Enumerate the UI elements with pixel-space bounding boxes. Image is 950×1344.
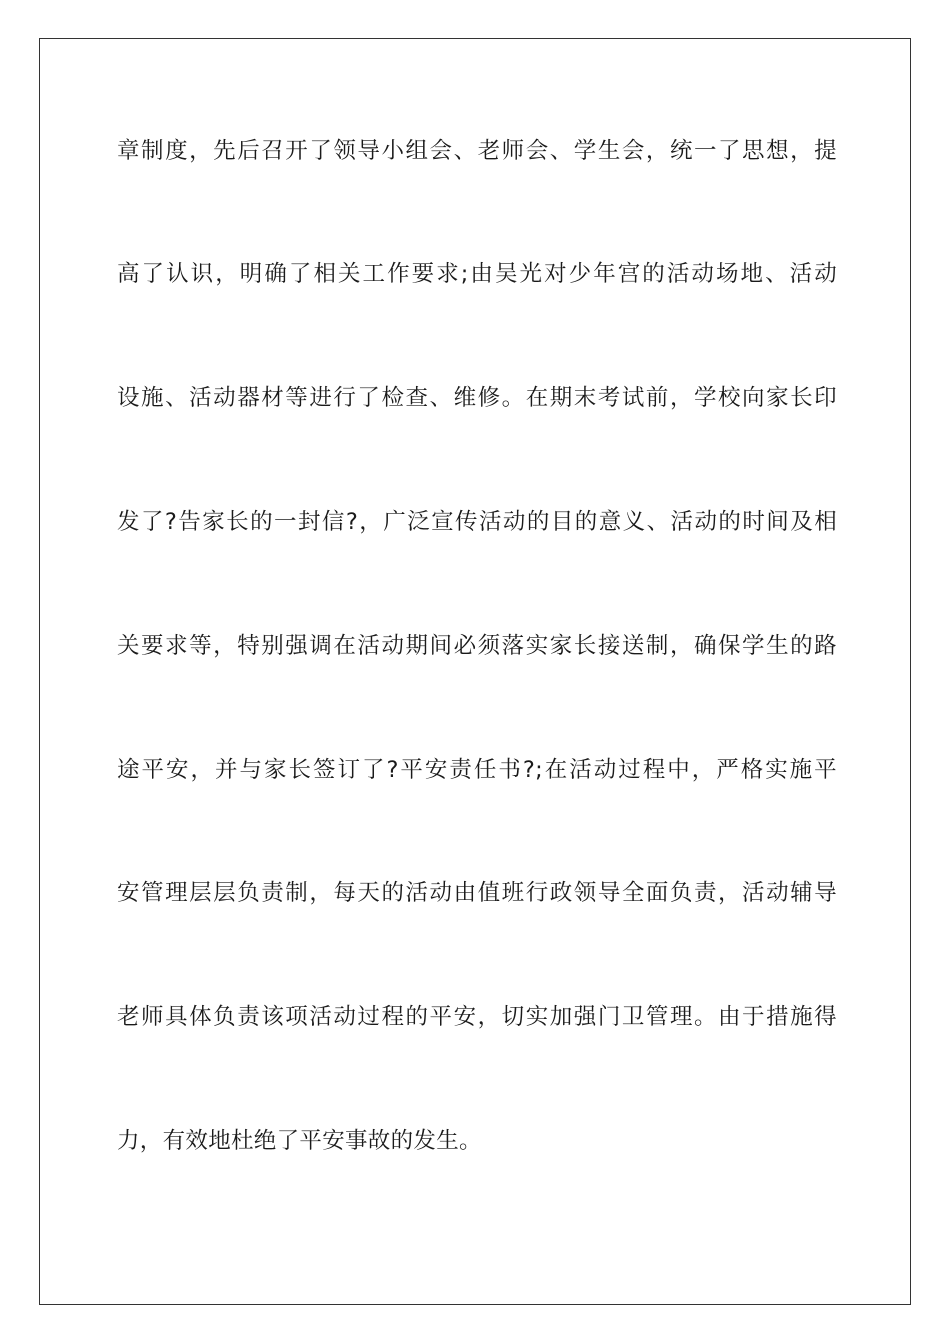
text-line: 力，有效地杜绝了平安事故的发生。 [117,1128,482,1154]
text-line: 发了?告家长的一封信?，广泛宣传活动的目的意义、活动的时间及相 [117,509,837,535]
text-line: 关要求等，特别强调在活动期间必须落实家长接送制，确保学生的路 [117,633,837,659]
text-line: 老师具体负责该项活动过程的平安，切实加强门卫管理。由于措施得 [117,1004,837,1030]
text-line: 安管理层层负责制，每天的活动由值班行政领导全面负责，活动辅导 [117,880,837,906]
page-border [39,38,911,1305]
text-line: 设施、活动器材等进行了检查、维修。在期末考试前，学校向家长印 [117,385,837,411]
text-line: 章制度，先后召开了领导小组会、老师会、学生会，统一了思想，提 [117,138,837,164]
text-line: 途平安，并与家长签订了?平安责任书?;在活动过程中，严格实施平 [117,757,837,783]
text-line: 高了认识，明确了相关工作要求;由吴光对少年宫的活动场地、活动 [117,261,837,287]
